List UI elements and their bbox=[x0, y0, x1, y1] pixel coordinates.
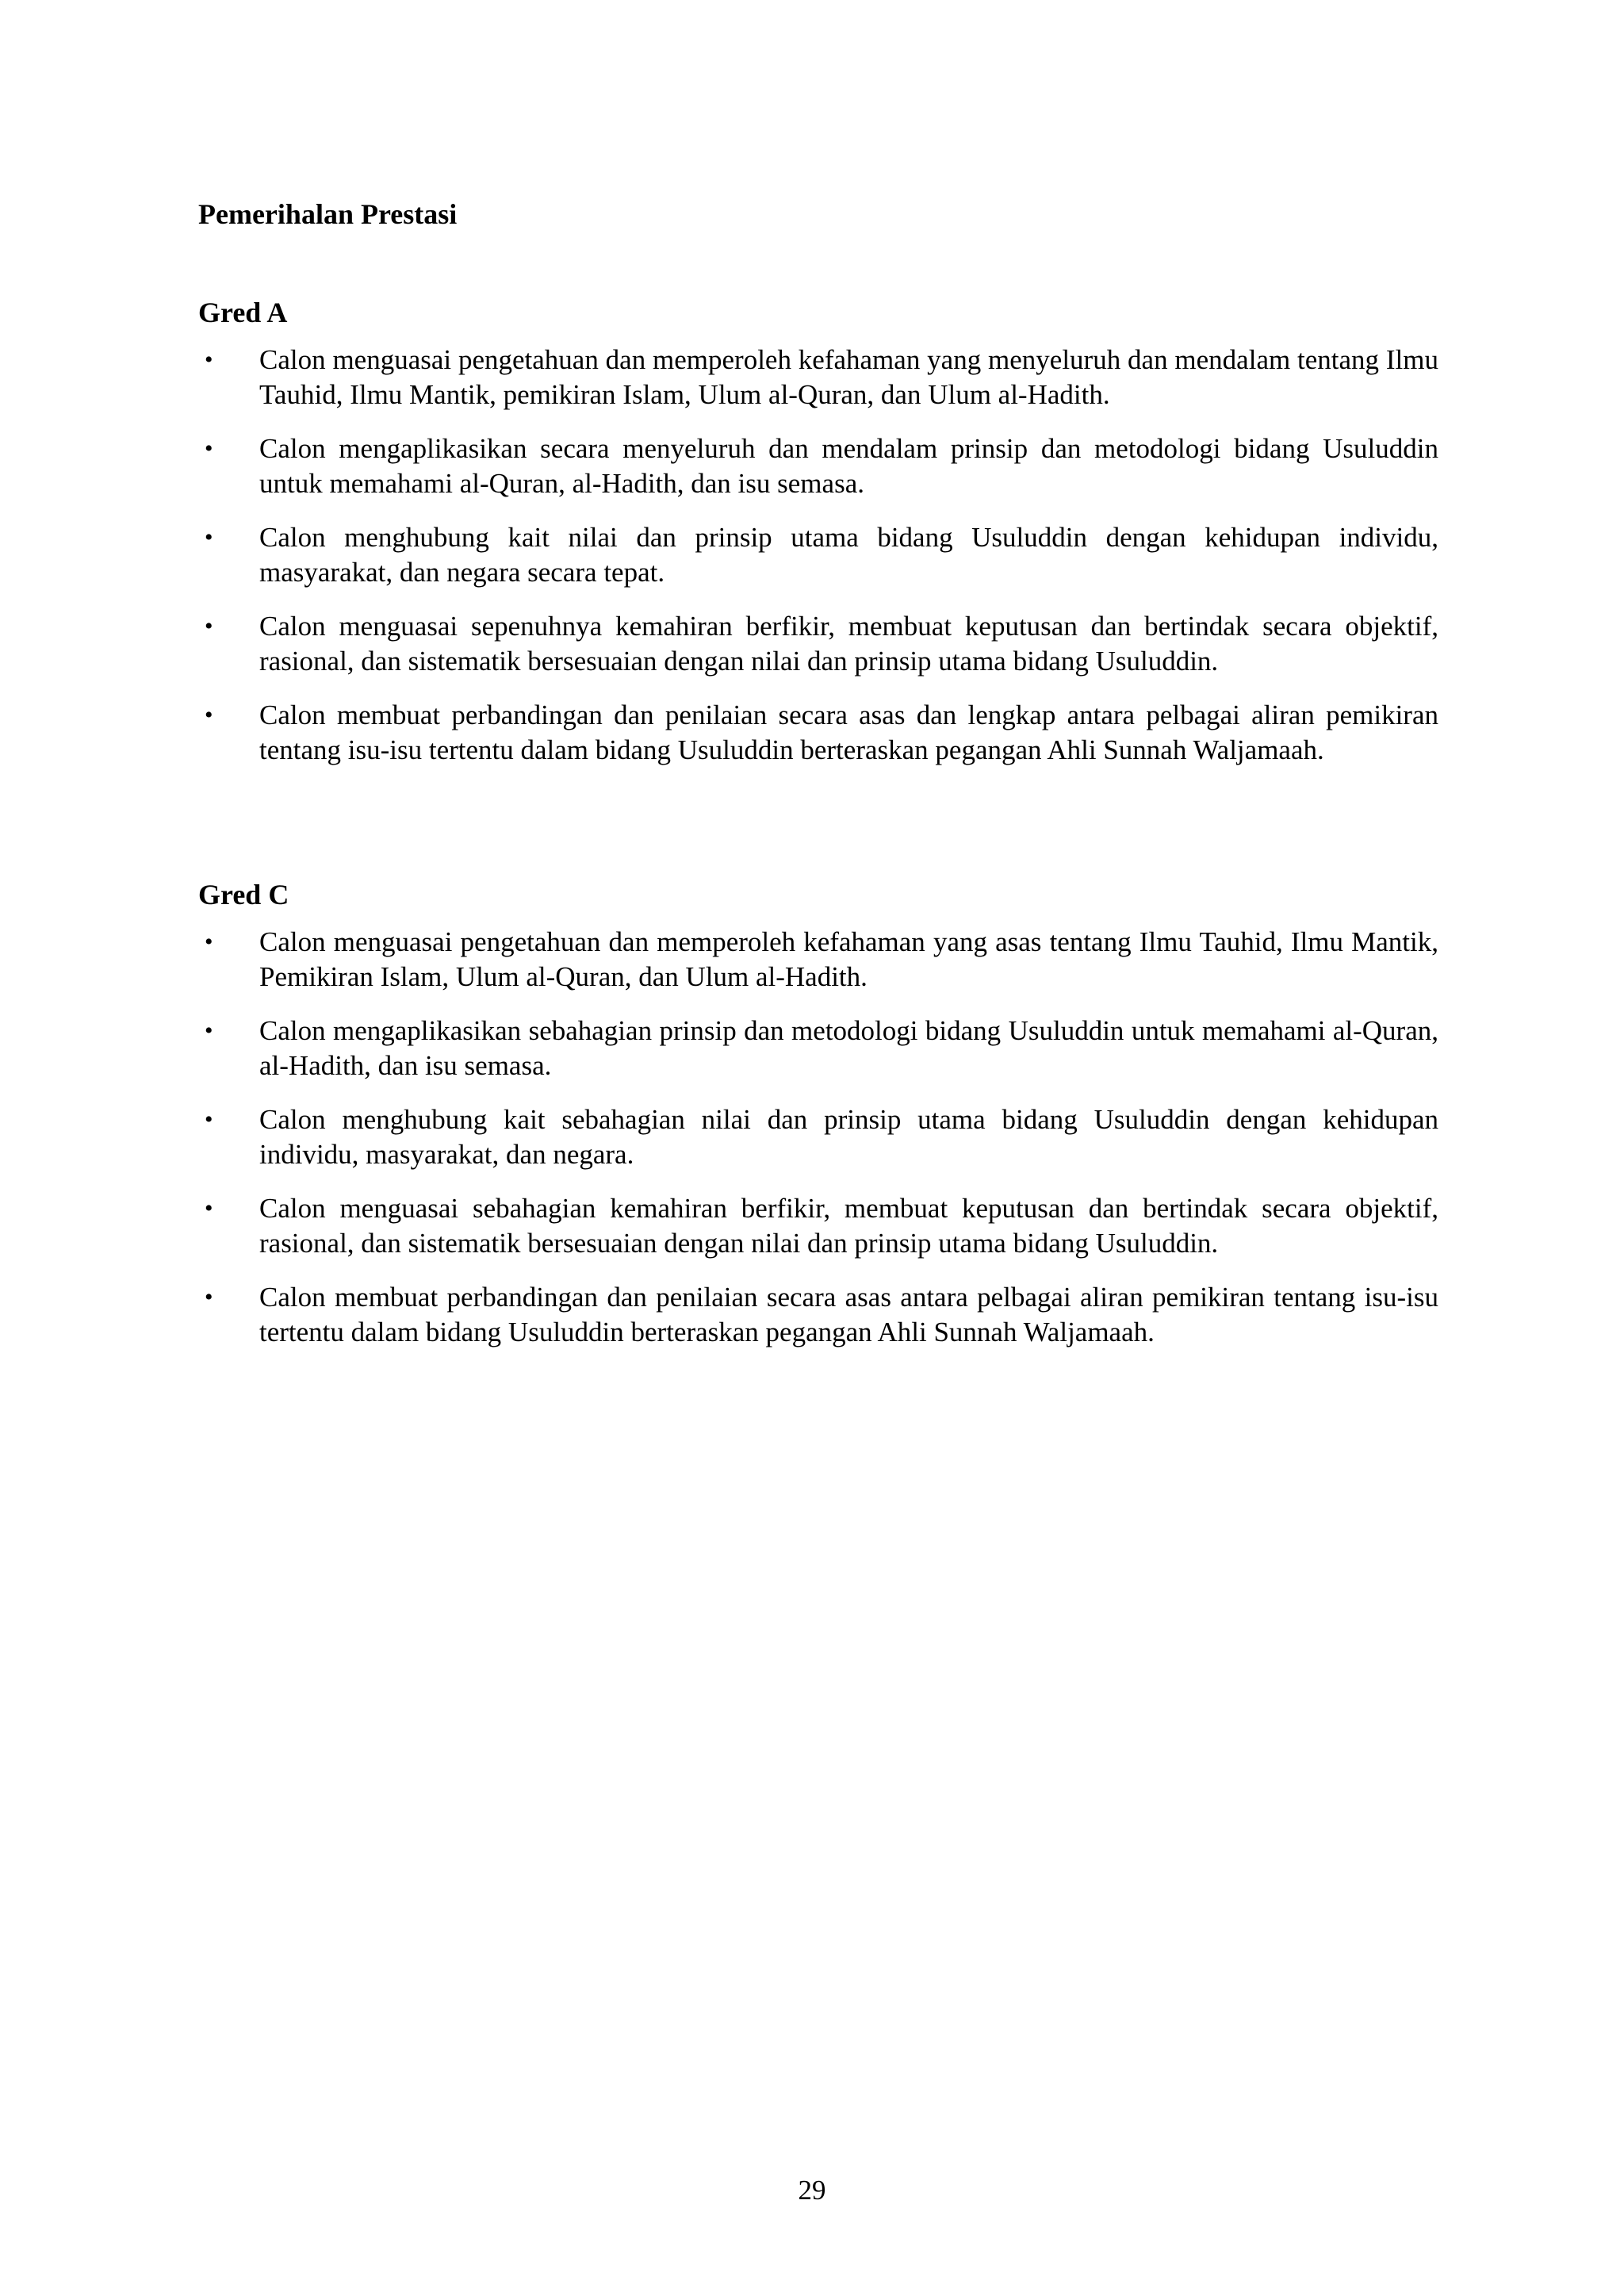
bullet-icon: • bbox=[205, 1106, 213, 1133]
list-item-text: Calon membuat perbandingan dan penilaian secara asas dan lengkap antara pelbagai aliran pemikiran tentang isu-isu tertentu dalam bidang Usuluddin berteraskan pegangan Ahli Sunnah Waljamaah. bbox=[259, 700, 1438, 765]
section-title: Gred A bbox=[198, 297, 288, 328]
section-title: Gred C bbox=[198, 879, 289, 910]
list-item bbox=[198, 925, 1438, 995]
list-item-text: Calon menguasai sebahagian kemahiran berfikir, membuat keputusan dan bertindak secara objektif, rasional, dan sistematik bersesuaian dengan nilai dan prinsip utama bidang Usuluddin. bbox=[259, 1193, 1438, 1259]
bullet-icon: • bbox=[205, 613, 213, 639]
list-item bbox=[198, 1102, 1438, 1172]
bullet-icon: • bbox=[205, 1195, 213, 1221]
list-item bbox=[198, 609, 1438, 679]
list-item bbox=[198, 343, 1438, 412]
section-gred-c bbox=[198, 877, 1438, 1369]
list-item-text: Calon mengaplikasikan secara menyeluruh dan mendalam prinsip dan metodologi bidang Usuluddin untuk memahami al-Quran, al-Hadith, dan isu semasa. bbox=[259, 433, 1438, 499]
bullet-icon: • bbox=[205, 435, 213, 462]
list-item-text: Calon menguasai sepenuhnya kemahiran berfikir, membuat keputusan dan bertindak secara objektif, rasional, dan sistematik bersesuaian dengan nilai dan prinsip utama bidang Usuluddin. bbox=[259, 611, 1438, 677]
list-item bbox=[198, 1014, 1438, 1083]
bullet-icon: • bbox=[205, 347, 213, 373]
list-item bbox=[198, 431, 1438, 501]
bullet-list bbox=[198, 925, 1438, 1350]
section-gred-a bbox=[198, 295, 1438, 787]
bullet-icon: • bbox=[205, 1018, 213, 1044]
bullet-icon: • bbox=[205, 524, 213, 550]
list-item bbox=[198, 698, 1438, 768]
list-item bbox=[198, 1191, 1438, 1261]
list-item bbox=[198, 520, 1438, 590]
list-item-text: Calon mengaplikasikan sebahagian prinsip dan metodologi bidang Usuluddin untuk memahami al-Quran, al-Hadith, dan isu semasa. bbox=[259, 1015, 1438, 1081]
page-title: Pemerihalan Prestasi bbox=[198, 198, 458, 230]
list-item-text: Calon menghubung kait nilai dan prinsip utama bidang Usuluddin dengan kehidupan individu, masyarakat, dan negara secara tepat. bbox=[259, 522, 1438, 588]
list-item-text: Calon menguasai pengetahuan dan memperoleh kefahaman yang menyeluruh dan mendalam tentang Ilmu Tauhid, Ilmu Mantik, pemikiran Islam, Ulum al-Quran, dan Ulum al-Hadith. bbox=[259, 344, 1438, 410]
list-item bbox=[198, 1280, 1438, 1350]
list-item-text: Calon membuat perbandingan dan penilaian secara asas antara pelbagai aliran pemikiran tentang isu-isu tertentu dalam bidang Usuluddin berteraskan pegangan Ahli Sunnah Waljamaah. bbox=[259, 1282, 1438, 1347]
bullet-icon: • bbox=[205, 929, 213, 955]
page-number: 29 bbox=[798, 2175, 826, 2206]
list-item-text: Calon menguasai pengetahuan dan memperoleh kefahaman yang asas tentang Ilmu Tauhid, Ilmu Mantik, Pemikiran Islam, Ulum al-Quran, dan Ulum al-Hadith. bbox=[259, 926, 1438, 992]
bullet-icon: • bbox=[205, 1284, 213, 1310]
bullet-icon: • bbox=[205, 702, 213, 728]
list-item-text: Calon menghubung kait sebahagian nilai dan prinsip utama bidang Usuluddin dengan kehidupan individu, masyarakat, dan negara. bbox=[259, 1104, 1438, 1170]
bullet-list bbox=[198, 343, 1438, 768]
